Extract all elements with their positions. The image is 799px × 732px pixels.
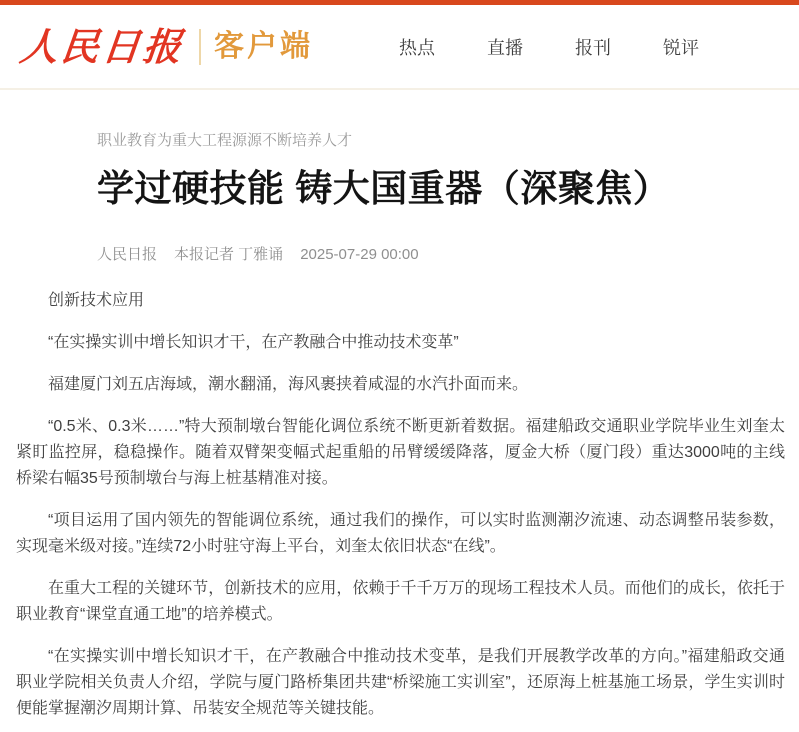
article-paragraph: 福建厦门刘五店海域，潮水翻涌，海风裹挟着咸湿的水汽扑面而来。: [48, 376, 529, 393]
byline-author: 本报记者 丁雅诵: [174, 246, 284, 263]
article-kicker: 职业教育为重大工程源源不断培养人才: [97, 132, 353, 149]
logo-divider: [199, 29, 201, 65]
article-paragraph: “项目运用了国内领先的智能调位系统，通过我们的操作，可以实时监测潮汐流速、动态调整吊装参数，实现毫米级对接。”连续72小时驻守海上平台，刘奎太依旧状态“在线”。: [16, 512, 785, 555]
byline-datetime: 2025-07-29 00:00: [300, 246, 419, 263]
article-byline: [97, 245, 785, 265]
article-page: [0, 90, 799, 722]
nav-item-hotspots[interactable]: 热点: [399, 37, 436, 58]
byline-source: 人民日报: [97, 246, 158, 263]
article-paragraph: 创新技术应用: [48, 292, 145, 309]
peoples-daily-logo: 人民日报: [17, 23, 187, 69]
client-app-label: 客户端: [214, 29, 314, 63]
nav-item-commentary[interactable]: 锐评: [663, 37, 700, 58]
article-paragraph: “0.5米、0.3米……”特大预制墩台智能化调位系统不断更新着数据。福建船政交通职业学院毕业生刘奎太紧盯监控屏，稳稳操作。随着双臂架变幅式起重船的吊臂缓缓降落，厦金大桥（厦门段）重达3000吨的主线桥梁右幅35号预制墩台与海上桩基精准对接。: [16, 418, 785, 487]
article-title: 学过硬技能 铸大国重器（深聚焦）: [97, 168, 671, 209]
brand-logo[interactable]: [17, 23, 314, 69]
article-paragraph: “在实操实训中增长知识才干，在产教融合中推动技术变革”: [48, 334, 459, 351]
main-nav: [399, 34, 699, 60]
article-body: [16, 288, 785, 722]
article-paragraph: 在重大工程的关键环节，创新技术的应用，依赖于千千万万的现场工程技术人员。而他们的成长，依托于职业教育“课堂直通工地”的培养模式。: [16, 580, 785, 623]
nav-item-newspapers[interactable]: 报刊: [575, 37, 612, 58]
article-paragraph: “在实操实训中增长知识才干，在产教融合中推动技术变革，是我们开展教学改革的方向。”福建船政交通职业学院相关负责人介绍，学院与厦门路桥集团共建“桥梁施工实训室”，还原海上桩基施工场景，学生实训时便能掌握潮汐周期计算、吊装安全规范等关键技能。: [16, 648, 785, 717]
article-header: [97, 131, 785, 265]
site-header: [0, 5, 799, 90]
nav-item-live[interactable]: 直播: [487, 37, 524, 58]
